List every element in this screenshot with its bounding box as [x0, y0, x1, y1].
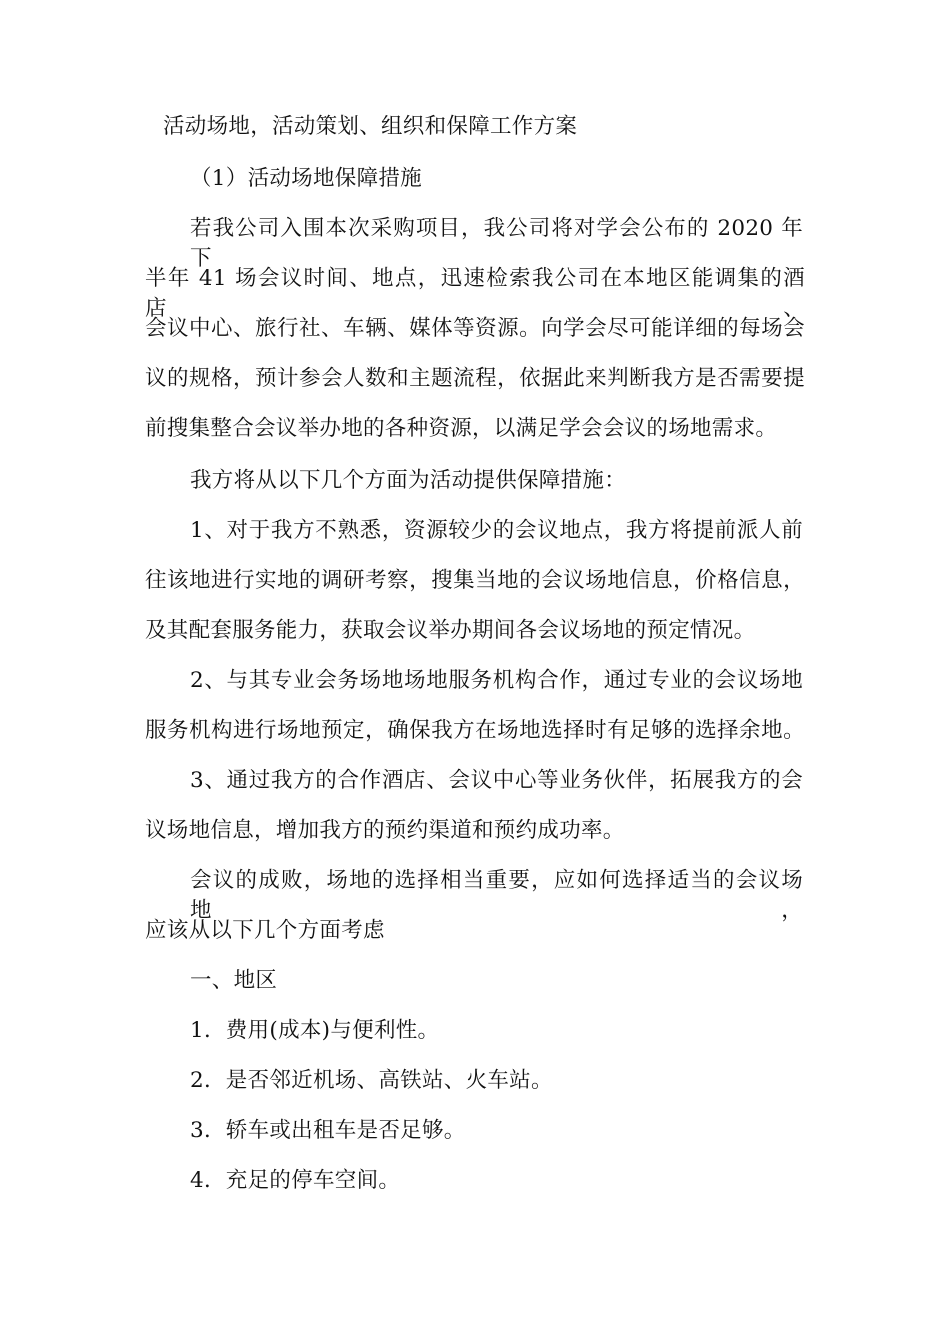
paragraph-line: 我方将从以下几个方面为活动提供保障措施：	[190, 468, 627, 493]
paragraph-line: 若我公司入围本次采购项目，我公司将对学会公布的 2020 年下	[190, 216, 803, 271]
list-item-line: 2、与其专业会务场地场地服务机构合作，通过专业的会议场地	[190, 668, 803, 693]
list-item: 1．费用(成本)与便利性。	[190, 1018, 440, 1043]
paragraph-line: 应该从以下几个方面考虑	[145, 918, 385, 943]
paragraph-line: 会议中心、旅行社、车辆、媒体等资源。向学会尽可能详细的每场会	[145, 316, 805, 341]
list-item-line: 往该地进行实地的调研考察，搜集当地的会议场地信息，价格信息，	[145, 568, 805, 593]
section-heading: 活动场地，活动策划、组织和保障工作方案	[163, 114, 578, 139]
list-item-line: 3、通过我方的合作酒店、会议中心等业务伙伴，拓展我方的会	[190, 768, 803, 793]
paragraph-line: 前搜集整合会议举办地的各种资源，以满足学会会议的场地需求。	[145, 416, 778, 441]
paragraph-line: 半年 41 场会议时间、地点，迅速检索我公司在本地区能调集的酒店、	[145, 266, 805, 321]
paragraph-line: 会议的成败，场地的选择相当重要，应如何选择适当的会议场地，	[190, 868, 803, 923]
list-item-line: 议场地信息，增加我方的预约渠道和预约成功率。	[145, 818, 625, 843]
list-item-line: 及其配套服务能力，获取会议举办期间各会议场地的预定情况。	[145, 618, 756, 643]
list-item: 2．是否邻近机场、高铁站、火车站。	[190, 1068, 553, 1093]
paragraph-line: 议的规格，预计参会人数和主题流程，依据此来判断我方是否需要提	[145, 366, 805, 391]
list-item-line: 服务机构进行场地预定，确保我方在场地选择时有足够的选择余地。	[145, 718, 805, 743]
heading-region: 一、地区	[190, 968, 278, 993]
list-item: 3．轿车或出租车是否足够。	[190, 1118, 466, 1143]
list-item: 4．充足的停车空间。	[190, 1168, 401, 1193]
subsection-heading: （1）活动场地保障措施	[190, 166, 422, 191]
list-item-line: 1、对于我方不熟悉，资源较少的会议地点，我方将提前派人前	[190, 518, 803, 543]
